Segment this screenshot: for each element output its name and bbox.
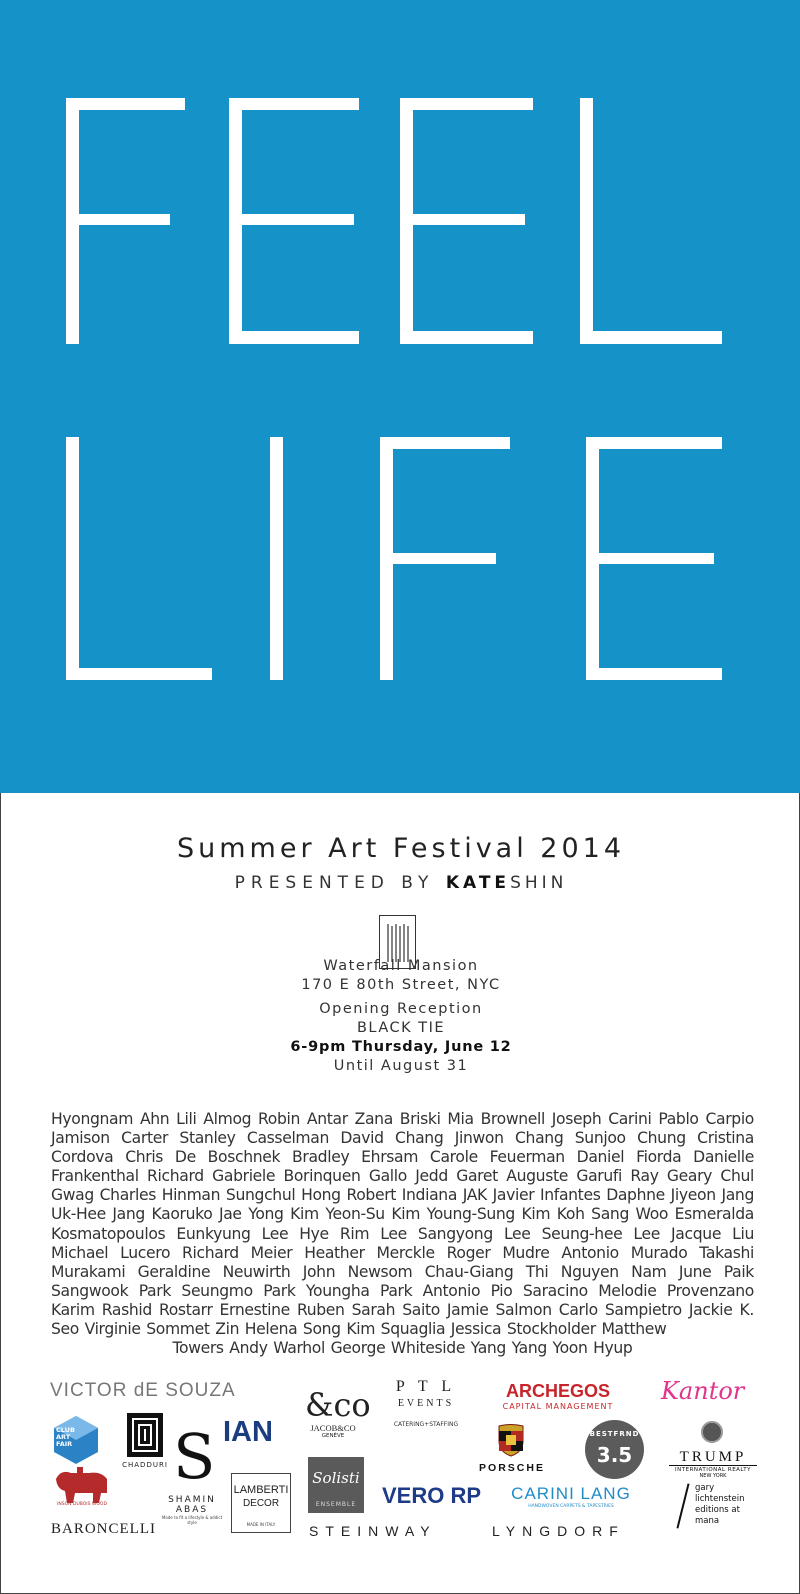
baroncelli-wolf-emblem <box>53 1465 111 1509</box>
shamin-abas-logo <box>157 1495 227 1525</box>
shamin-s-mark: S <box>173 1420 216 1493</box>
victor-de-souza-logo: VICTOR dE SOUZA <box>50 1380 236 1401</box>
ptl-sub: CATERING+STAFFING <box>393 1421 459 1428</box>
carini-text: CARINI LANG <box>511 1484 631 1503</box>
presenter-rest: SHIN <box>510 873 568 893</box>
jacob-mark: &co <box>305 1386 371 1424</box>
chaddori-text: CHADDURI <box>122 1461 168 1469</box>
solisti-sub: ENSEMBLE <box>315 1501 357 1508</box>
jacob-city: GENÈVE <box>321 1433 345 1439</box>
trump-city: NEW YORK <box>699 1473 727 1479</box>
presented-prefix: PRESENTED BY <box>234 873 435 893</box>
event-time: 6-9pm Thursday, June 12 <box>290 1039 512 1055</box>
carini-lang-logo <box>506 1484 636 1509</box>
lamberti-text-2: DECOR <box>242 1498 280 1509</box>
trump-logo <box>669 1449 757 1479</box>
carini-sub: HANDWOVEN CARPETS & TAPESTRIES <box>528 1504 614 1509</box>
lamberti-text: LAMBERTI <box>233 1484 289 1496</box>
baroncelli-sub: INSON DUBOIS WOOD <box>57 1502 107 1507</box>
club-art-fair-logo <box>53 1415 99 1465</box>
bestfrnd-text: BESTFRND <box>589 1430 640 1438</box>
archegos-text: ARCHEGOS <box>505 1381 610 1401</box>
baroncelli-text: BARONCELLI <box>51 1521 156 1537</box>
jacob-co-logo <box>305 1386 371 1439</box>
bestfrnd-logo: BESTFRND 3.5 <box>585 1420 644 1479</box>
shamin-sub: Made to fit a lifestyle & addict style <box>161 1515 223 1525</box>
dress-code: BLACK TIE <box>356 1020 446 1036</box>
reception-label: Opening Reception <box>319 1001 483 1017</box>
porsche-crest <box>497 1423 525 1457</box>
ptl-events-logo <box>391 1378 461 1428</box>
event-title: Summer Art Festival 2014 <box>176 833 626 864</box>
artist-names-last: Towers Andy Warhol George Whiteside Yang Yang Yoon Hyup <box>172 1339 633 1358</box>
porsche-text: PORSCHE <box>479 1462 545 1474</box>
kantor-logo: Kantor <box>661 1377 745 1405</box>
shamin-text: SHAMIN ABAS <box>168 1495 216 1515</box>
club-art-text: CLUB ART FAIR <box>56 1426 75 1448</box>
feel-life-lettering <box>0 0 800 793</box>
artist-names: Hyongnam Ahn Lili Almog Robin Antar Zana Briski Mia Brownell Joseph Carini Pablo Carpio Jamison Carter Stanley Casselman David Chang Jinwon Chang Sunjoo Chung Cristina Cordova Chris De Boschnek Bradley Ehrsam Carole Feuerman Daniel Fiorda Danielle Frankenthal Richard Gabriele Borinquen Gallo Jedd Garet Auguste Garufi Ray Geary Chul Gwag Charles Hinman Sungchul Hong Robert Indiana JAK Javier Infantes Daphne Jiyeon Jang Uk-Hee Jang Kaoruko Jae Yong Kim Yeon-Su Kim Young-Sung Kim Koh Sang Woo Esmeralda Kosmatopoulos Eunkyung Lee Hye Rim Lee Sangyong Lee Seung-hee Lee Jacque Liu Michael Lucero Richard Meier Heather Merckle Roger Mudre Antonio Murado Takashi Murakami Geraldine Neuwirth John Newsom Chau-Giang Thi Nguyen Nam June Paik Sangwook Park Seungmo Park Youngha Park Antonio Pio Saracino Melodie Provenzano Karim Rashid Rostarr Ernestine Ruben Sarah Saito Jamie Salmon Carlo Sampietro Jackie K. Seo Virginie Sommet Zin Helena Song Kim Squaglia Jessica Stockholder Matthew <box>51 1110 754 1339</box>
archegos-logo <box>493 1381 623 1411</box>
ian-logo: IAN <box>223 1416 273 1448</box>
ptl-text: P T L <box>395 1378 457 1395</box>
steinway-logo: STEINWAY <box>309 1523 437 1539</box>
lamberti-decor-logo <box>231 1473 291 1533</box>
gary-lichtenstein-logo: gary lichtenstein editions at mana <box>695 1483 745 1526</box>
hero-banner <box>0 0 800 793</box>
until-date: Until August 31 <box>333 1058 469 1074</box>
vero-rp-logo: VERO RP <box>382 1483 482 1508</box>
trump-text: TRUMP <box>669 1449 757 1466</box>
lamberti-sub: MADE IN ITALY <box>246 1522 276 1527</box>
trump-emblem <box>701 1421 723 1443</box>
gary-slash-mark <box>676 1483 689 1528</box>
lyngdorf-logo: LYNGDORF <box>492 1523 625 1539</box>
solisti-text: Solisti <box>312 1469 360 1487</box>
solisti-ensemble-logo <box>308 1457 364 1513</box>
trump-sub: INTERNATIONAL REALTY <box>675 1467 751 1473</box>
chaddori-logo-mark <box>127 1413 163 1457</box>
archegos-sub: CAPITAL MANAGEMENT <box>502 1402 614 1411</box>
ptl-events-text: EVENTS <box>397 1398 455 1409</box>
jacob-name: JACOB&CO <box>310 1423 356 1433</box>
artist-list <box>51 1110 754 1358</box>
venue-address: 170 E 80th Street, NYC <box>301 977 501 993</box>
crest-icon <box>497 1423 525 1457</box>
presenter-bold: KATE <box>445 873 511 893</box>
venue-name: Waterfall Mansion <box>323 958 479 974</box>
presented-by <box>1 873 800 893</box>
invitation-details <box>0 793 800 1594</box>
maze-icon <box>127 1413 163 1457</box>
